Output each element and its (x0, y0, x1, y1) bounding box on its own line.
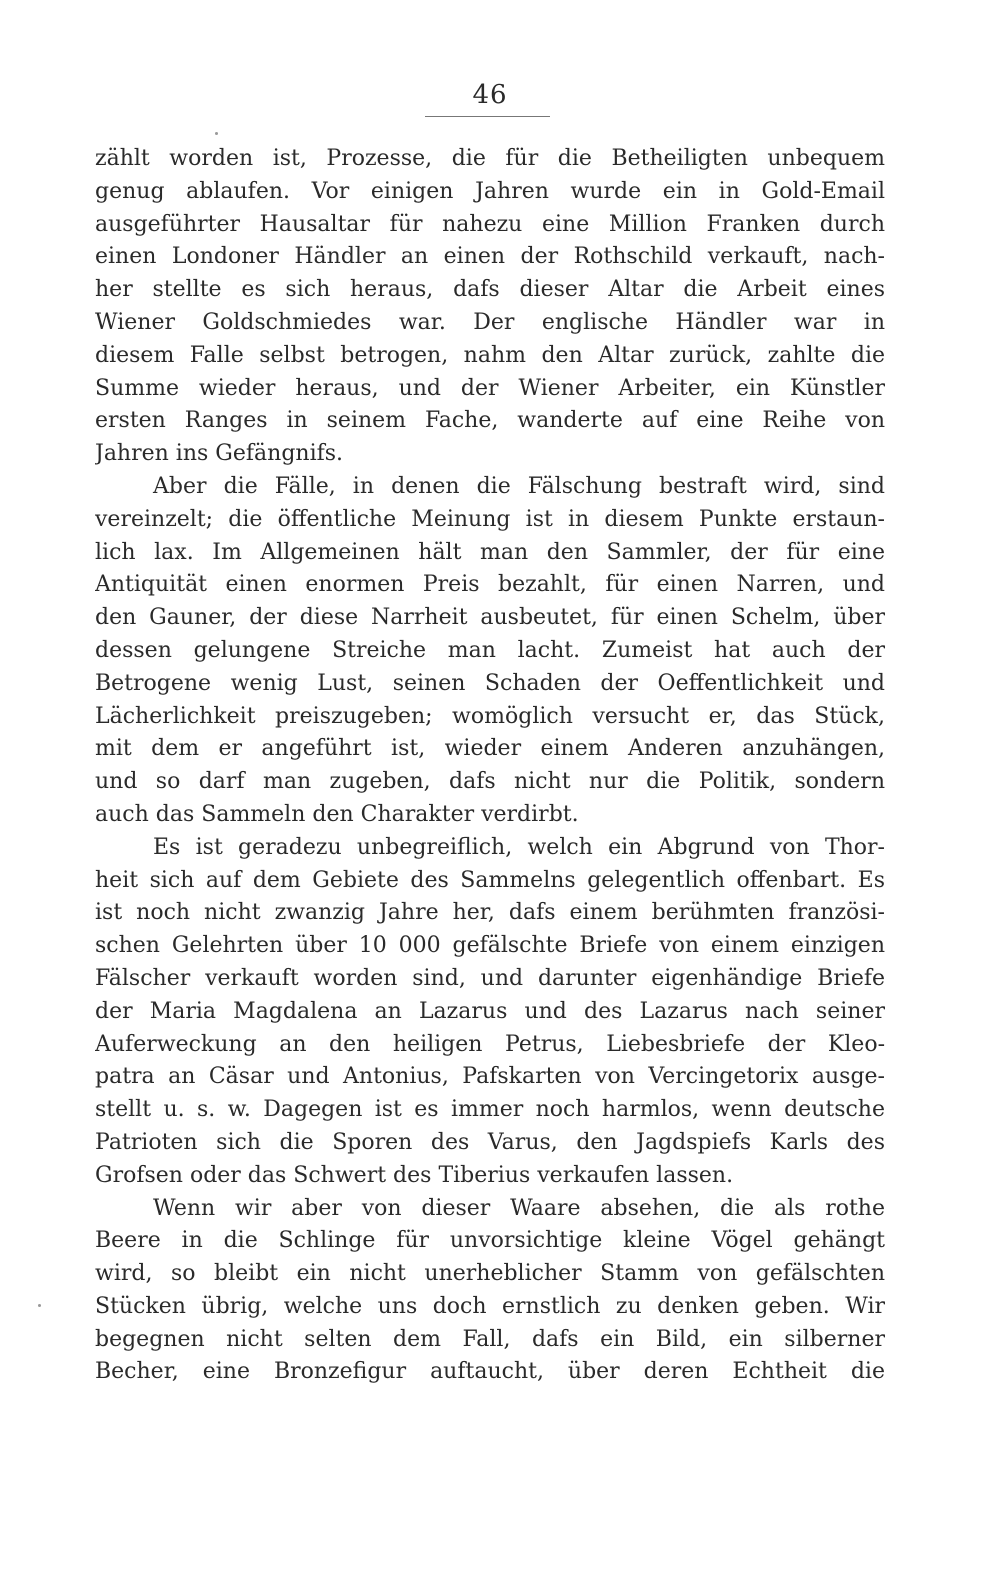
text-line: wird, so bleibt ein nicht unerheblicher Stamm von gefälschten (95, 1261, 885, 1287)
text-line: schen Gelehrten über 10 000 gefälschte Briefe von einem einzigen (95, 933, 885, 959)
text-line: ausgeführter Hausaltar für nahezu eine Million Franken durch (95, 211, 885, 237)
text-line: den Gauner, der diese Narrheit ausbeutet, für einen Schelm, über (95, 605, 885, 631)
text-line: begegnen nicht selten dem Fall, dafs ein Bild, ein silberner (95, 1326, 885, 1352)
text-line: der Maria Magdalena an Lazarus und des Lazarus nach seiner (95, 998, 885, 1024)
text-line: Auferweckung an den heiligen Petrus, Liebesbriefe der Kleo- (95, 1031, 885, 1057)
page-number-rule (425, 116, 550, 117)
text-line: vereinzelt; die öffentliche Meinung ist in diesem Punkte erstaun- (95, 506, 885, 532)
text-line: Jahren ins Gefängnifs. (95, 441, 344, 467)
text-line: ersten Ranges in seinem Fache, wanderte auf eine Reihe von (95, 408, 885, 434)
text-line: Wenn wir aber von dieser Waare absehen, die als rothe (153, 1195, 885, 1221)
text-line: her stellte es sich heraus, dafs dieser Altar die Arbeit eines (95, 277, 885, 303)
text-line: Antiquität einen enormen Preis bezahlt, für einen Narren, und (95, 572, 885, 598)
text-line: Fälscher verkauft worden sind, und darunter eigenhändige Briefe (95, 965, 885, 991)
text-line: mit dem er angeführt ist, wieder einem Anderen anzuhängen, (95, 736, 885, 762)
text-line: zählt worden ist, Prozesse, die für die Betheiligten unbequem (95, 146, 885, 171)
text-line: Lächerlichkeit preiszugeben; womöglich versucht er, das Stück, (95, 703, 885, 729)
text-line: genug ablaufen. Vor einigen Jahren wurde ein in Gold-Email (95, 178, 885, 204)
text-line: dessen gelungene Streiche man lacht. Zumeist hat auch der (95, 637, 885, 663)
text-line: Aber die Fälle, in denen die Fälschung bestraft wird, sind (153, 473, 885, 499)
text-line: und so darf man zugeben, dafs nicht nur die Politik, sondern (95, 769, 885, 795)
paper-speck (215, 132, 218, 135)
text-line: diesem Falle selbst betrogen, nahm den Altar zurück, zahlte die (95, 342, 885, 368)
text-line: patra an Cäsar und Antonius, Pafskarten von Vercingetorix ausge- (95, 1064, 885, 1090)
text-line: Betrogene wenig Lust, seinen Schaden der Oeffentlichkeit und (95, 670, 885, 696)
text-line: einen Londoner Händler an einen der Rothschild verkauft, nach- (95, 244, 885, 270)
body-text (95, 143, 885, 1389)
text-line: Stücken übrig, welche uns doch ernstlich zu denken geben. Wir (95, 1293, 885, 1319)
text-line: lich lax. Im Allgemeinen hält man den Sammler, der für eine (95, 539, 885, 565)
text-line: Summe wieder heraus, und der Wiener Arbeiter, ein Künstler (95, 375, 885, 401)
text-line: Grofsen oder das Schwert des Tiberius verkaufen lassen. (95, 1162, 734, 1188)
text-line: stellt u. s. w. Dagegen ist es immer noch harmlos, wenn deutsche (95, 1097, 885, 1123)
text-line: Wiener Goldschmiedes war. Der englische Händler war in (95, 309, 885, 335)
text-line: ist noch nicht zwanzig Jahre her, dafs einem berühmten französi- (95, 900, 885, 926)
text-line: Patrioten sich die Sporen des Varus, den Jagdspiefs Karls des (95, 1129, 885, 1155)
text-line: auch das Sammeln den Charakter verdirbt. (95, 801, 579, 827)
text-line: Beere in die Schlinge für unvorsichtige kleine Vögel gehängt (95, 1228, 885, 1254)
paper-speck (38, 1304, 41, 1307)
text-line: Es ist geradezu unbegreiflich, welch ein Abgrund von Thor- (153, 834, 885, 860)
page-number: 46 (472, 80, 508, 110)
text-line: Becher, eine Bronzefigur auftaucht, über deren Echtheit die (95, 1359, 885, 1385)
text-line: heit sich auf dem Gebiete des Sammelns gelegentlich offenbart. Es (95, 867, 885, 893)
